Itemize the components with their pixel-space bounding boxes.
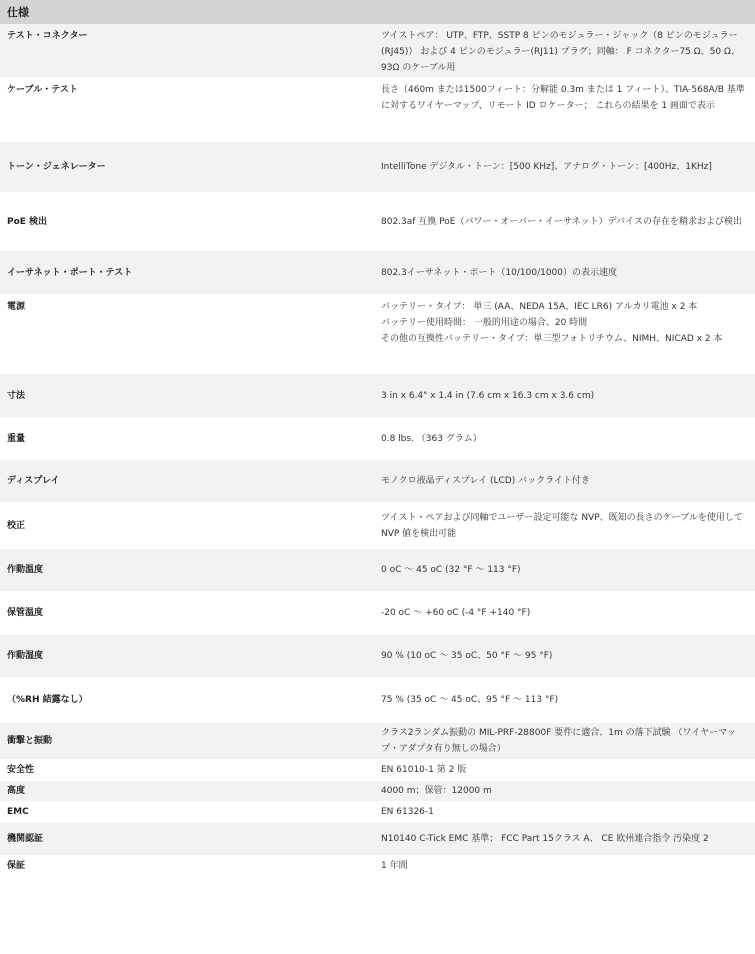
spec-table-title: 仕様 (0, 0, 755, 24)
spec-value: 3 in x 6.4" x 1.4 in (7.6 cm x 16.3 cm x 3.6 cm) (370, 374, 755, 418)
spec-label: 作動温度 (0, 549, 370, 592)
spec-label: 保管温度 (0, 592, 370, 635)
spec-label: EMC (0, 802, 370, 823)
spec-value: IntelliTone デジタル・トーン：[500 KHz]、アナログ・トーン：[400Hz、1KHz] (370, 142, 755, 193)
spec-label: 保証 (0, 856, 370, 877)
spec-label: 電源 (0, 295, 370, 374)
spec-row (0, 823, 755, 856)
spec-label: 寸法 (0, 374, 370, 418)
spec-row (0, 193, 755, 251)
spec-label: 衝撃と振動 (0, 723, 370, 760)
spec-row (0, 781, 755, 802)
spec-row (0, 635, 755, 678)
spec-row (0, 760, 755, 781)
spec-label: テスト・コネクター (0, 24, 370, 78)
spec-label: 機関認証 (0, 823, 370, 856)
spec-row (0, 678, 755, 723)
spec-value: バッテリー・タイプ： 単三 (AA、NEDA 15A、IEC LR6) アルカリ電池 x 2 本 バッテリー使用時間： 一般的用途の場合、20 時間 その他の互換性バッテリー・タイプ：単三型フォトリチウム、NIMH、NICAD x 2 本 (370, 295, 755, 374)
spec-row (0, 251, 755, 295)
spec-row (0, 142, 755, 193)
spec-label: ケーブル・テスト (0, 78, 370, 142)
spec-label: ディスプレイ (0, 460, 370, 503)
spec-row (0, 460, 755, 503)
spec-row (0, 78, 755, 142)
spec-value: 75 % (35 oC ～ 45 oC、95 °F ～ 113 °F) (370, 678, 755, 723)
spec-label: 重量 (0, 418, 370, 460)
spec-value: 0.8 lbs. （363 グラム） (370, 418, 755, 460)
spec-row (0, 856, 755, 877)
spec-label: （%RH 結露なし） (0, 678, 370, 723)
spec-value: ツイストペア： UTP、FTP、SSTP 8 ピンのモジュラー・ジャック（8 ピンのモジュラー(RJ45)） および 4 ピンのモジュラー(RJ11) プラグ；同軸： F コネクター75 Ω、50 Ω、93Ω のケーブル用 (370, 24, 755, 78)
spec-header-row (0, 0, 755, 24)
spec-value: N10140 C-Tick EMC 基準； FCC Part 15クラス A、 CE 欧州連合指令 汚染度 2 (370, 823, 755, 856)
spec-value: 長さ（460m または1500フィート：分解能 0.3m または 1 フィート）、TIA-568A/B 基準に対するワイヤーマップ、リモート ID ロケーター； これらの結果を 1 画面で表示 (370, 78, 755, 142)
spec-row (0, 592, 755, 635)
spec-row (0, 418, 755, 460)
spec-label: PoE 検出 (0, 193, 370, 251)
spec-value: モノクロ液晶ディスプレイ (LCD) バックライト付き (370, 460, 755, 503)
spec-label: 校正 (0, 503, 370, 549)
spec-label: イーサネット・ポート・テスト (0, 251, 370, 295)
spec-row (0, 24, 755, 78)
spec-row (0, 295, 755, 374)
spec-row (0, 802, 755, 823)
spec-label: 作動湿度 (0, 635, 370, 678)
spec-value: 802.3af 互換 PoE（パワー・オーバー・イーサネット）デバイスの存在を精求および検出 (370, 193, 755, 251)
spec-value: EN 61010-1 第 2 版 (370, 760, 755, 781)
spec-row (0, 503, 755, 549)
spec-value: 0 oC ～ 45 oC (32 °F ～ 113 °F) (370, 549, 755, 592)
spec-value: 4000 m；保管：12000 m (370, 781, 755, 802)
spec-value: -20 oC ～ +60 oC (-4 °F +140 °F) (370, 592, 755, 635)
spec-label: 高度 (0, 781, 370, 802)
spec-value: 1 年間 (370, 856, 755, 877)
spec-table-body (0, 24, 755, 877)
spec-value: クラス2ランダム振動の MIL-PRF-28800F 要件に適合、1m の落下試験 （ワイヤーマップ・アダプタ有り無しの場合） (370, 723, 755, 760)
spec-row (0, 723, 755, 760)
spec-value: ツイスト・ペアおよび同軸でユーザー設定可能な NVP、既知の長さのケーブルを使用して NVP 値を検出可能 (370, 503, 755, 549)
spec-value: EN 61326-1 (370, 802, 755, 823)
spec-label: 安全性 (0, 760, 370, 781)
spec-row (0, 374, 755, 418)
spec-row (0, 549, 755, 592)
spec-value: 90 % (10 oC ～ 35 oC、50 °F ～ 95 °F) (370, 635, 755, 678)
spec-label: トーン・ジェネレーター (0, 142, 370, 193)
spec-value: 802.3イーサネット・ポート（10/100/1000）の表示速度 (370, 251, 755, 295)
